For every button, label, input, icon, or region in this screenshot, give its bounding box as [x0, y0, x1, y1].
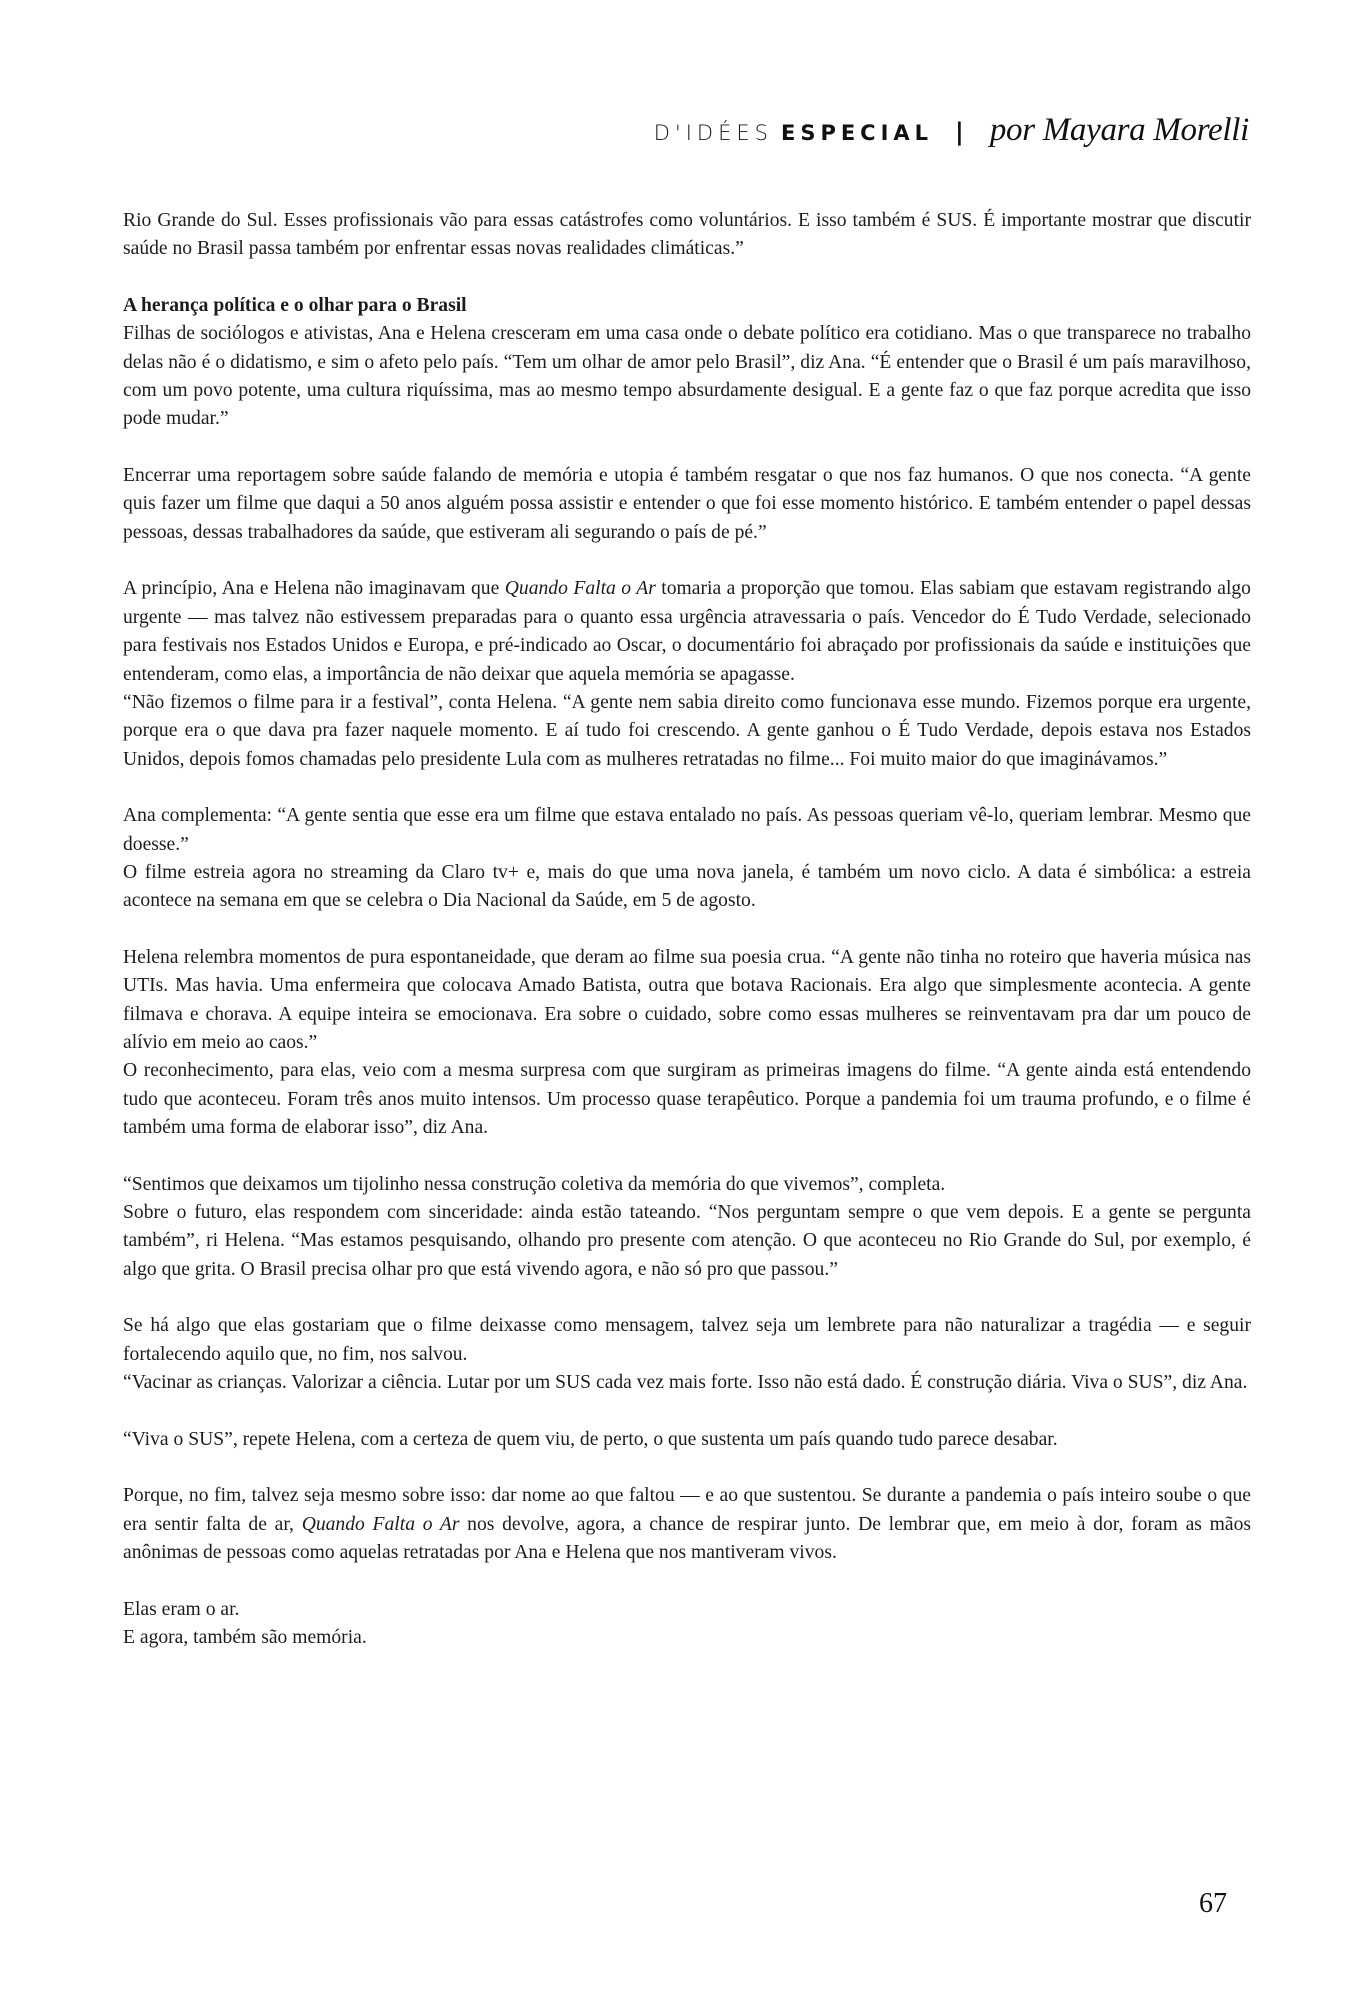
paragraph-vacinar: “Vacinar as crianças. Valorizar a ciência. Lutar por um SUS cada vez mais forte. Isso não está dado. É construção diária. Viva o SUS”, diz Ana.	[123, 1372, 1248, 1394]
paragraph-gap	[123, 774, 1251, 802]
paragraph-gap	[123, 1142, 1251, 1170]
section-heading: A herança política e o olhar para o Brasil	[123, 295, 467, 317]
paragraph-complementa: Ana complementa: “A gente sentia que esse era um filme que estava entalado no país. As pessoas queriam vê-lo, queriam lembrar. Mesmo que doesse.”	[123, 805, 1251, 855]
film-title: Quando Falta o Ar	[504, 578, 656, 600]
section-name: ESPECIAL	[780, 121, 934, 145]
paragraph-gap	[123, 916, 1251, 944]
paragraph-intro: Rio Grande do Sul. Esses profissionais vão para essas catástrofes como voluntários. E isso também é SUS. É importante mostrar que discutir saúde no Brasil passa também por enfrentar essas novas realidades climáticas.”	[123, 210, 1251, 260]
paragraph-futuro: Sobre o futuro, elas respondem com sinceridade: ainda estão tateando. “Nos perguntam sempre o que vem depois. E a gente se pergunta também”, ri Helena. “Mas estamos pesquisando, olhando pro presente com atenção. O que aconteceu no Rio Grande do Sul, por exemplo, é algo que grita. O Brasil precisa olhar pro que está vivendo agora, e não só pro que passou.”	[123, 1202, 1251, 1280]
paragraph-festival: “Não fizemos o filme para ir a festival”, conta Helena. “A gente nem sabia direito como funcionava esse mundo. Fizemos porque era urgente, porque era o que dava pra fazer naquele momento. E aí tudo foi crescendo. A gente ganhou o É Tudo Verdade, depois estava nos Estados Unidos, depois fomos chamadas pelo presidente Lula com as mulheres retratadas no filme... Foi muito maior do que imaginávamos.”	[123, 691, 1251, 770]
author-byline: por Mayara Morelli	[989, 112, 1249, 148]
paragraph-gap	[123, 1454, 1251, 1482]
paragraph-gap	[123, 1568, 1251, 1596]
page-number: 67	[1199, 1888, 1227, 1919]
paragraph-heranca: Filhas de sociólogos e ativistas, Ana e Helena cresceram em uma casa onde o debate político era cotidiano. Mas o que transparece no trabalho delas não é o didatismo, e sim o afeto pelo país. “Tem um olhar de amor pelo Brasil”, diz Ana. “É entender que o Brasil é um país maravilhoso, com um povo potente, uma cultura riquíssima, mas ao mesmo tempo absurdamente desigual. E a gente faz o que faz porque acredita que isso pode mudar.”	[123, 323, 1251, 430]
paragraph-viva: “Viva o SUS”, repete Helena, com a certeza de quem viu, de perto, o que sustenta um país quando tudo parece desabar.	[123, 1428, 1058, 1450]
closing-line-2: E agora, também são memória.	[123, 1627, 367, 1649]
magazine-name: D'IDÉES	[653, 121, 773, 145]
paragraph-gap	[123, 1397, 1251, 1425]
film-title: Quando Falta o Ar	[301, 1513, 460, 1535]
paragraph-gap	[123, 264, 1251, 292]
paragraph-encerrar: Encerrar uma reportagem sobre saúde falando de memória e utopia é também resgatar o que nos faz humanos. O que nos conecta. “A gente quis fazer um filme que daqui a 50 anos alguém possa assistir e entender o que foi esse momento histórico. E também entender o papel dessas pessoas, dessas trabalhadores da saúde, que estiveram ali segurando o país de pé.”	[123, 465, 1251, 543]
text-run: A princípio, Ana e Helena não imaginavam que	[123, 578, 505, 600]
text-run: nos devolve, agora, a chance de respirar junto. De lembrar que, em meio à dor, foram as mãos anônimas de pessoas como aquelas retratadas por Ana e Helena que nos mantiveram vivos.	[123, 1513, 1251, 1564]
paragraph-reconhecimento: O reconhecimento, para elas, veio com a mesma surpresa com que surgiram as primeiras imagens do filme. “A gente ainda está entendendo tudo que aconteceu. Foram três anos muito intensos. Um processo quase terapêutico. Porque a pandemia foi um trauma profundo, e o filme é também uma forma de elaborar isso”, diz Ana.	[123, 1060, 1251, 1138]
paragraph-gap	[123, 1284, 1251, 1312]
paragraph-sentimos: “Sentimos que deixamos um tijolinho nessa construção coletiva da memória do que vivemos”, completa.	[123, 1173, 946, 1195]
paragraph-porque	[123, 1482, 1251, 1567]
closing-line-1: Elas eram o ar.	[123, 1598, 240, 1620]
article-body	[123, 207, 1251, 1653]
paragraph-relembra: Helena relembra momentos de pura espontaneidade, que deram ao filme sua poesia crua. “A gente não tinha no roteiro que haveria música nas UTIs. Mas havia. Uma enfermeira que colocava Amado Batista, outra que botava Racionais. Era algo que simplesmente acontecia. A gente filmava e chorava. A equipe inteira se emocionava. Era sobre o cuidado, sobre como essas mulheres se reinventavam pra dar um pouco de alívio em meio ao caos.”	[123, 946, 1251, 1053]
header-separator: |	[955, 118, 964, 146]
paragraph-gap	[123, 547, 1251, 575]
paragraph-principio	[123, 575, 1251, 688]
paragraph-mensagem: Se há algo que elas gostariam que o filme deixasse como mensagem, talvez seja um lembrete para não naturalizar a tragédia — e seguir fortalecendo aquilo que, no fim, nos salvou.	[123, 1315, 1251, 1365]
text-run: tomaria a proporção que tomou. Elas sabiam que estavam registrando algo urgente — mas talvez não estivessem preparadas para o quanto essa urgência atravessaria o país. Vencedor do É Tudo Verdade, selecionado para festivais nos Estados Unidos e Europa, e pré-indicado ao Oscar, o documentário foi abraçado por profissionais da saúde e instituições que entenderam, como elas, a importância de não deixar que aquela memória se apagasse.	[123, 578, 1251, 685]
page-header	[654, 112, 1249, 149]
paragraph-estreia: O filme estreia agora no streaming da Claro tv+ e, mais do que uma nova janela, é também um novo ciclo. A data é simbólica: a estreia acontece na semana em que se celebra o Dia Nacional da Saúde, em 5 de agosto.	[123, 861, 1251, 912]
paragraph-gap	[123, 434, 1251, 462]
text-run: Porque, no fim, talvez seja mesmo sobre isso: dar nome ao que faltou — e ao que sustentou. Se durante a pandemia o país inteiro soube o que era sentir falta de ar,	[123, 1485, 1251, 1535]
